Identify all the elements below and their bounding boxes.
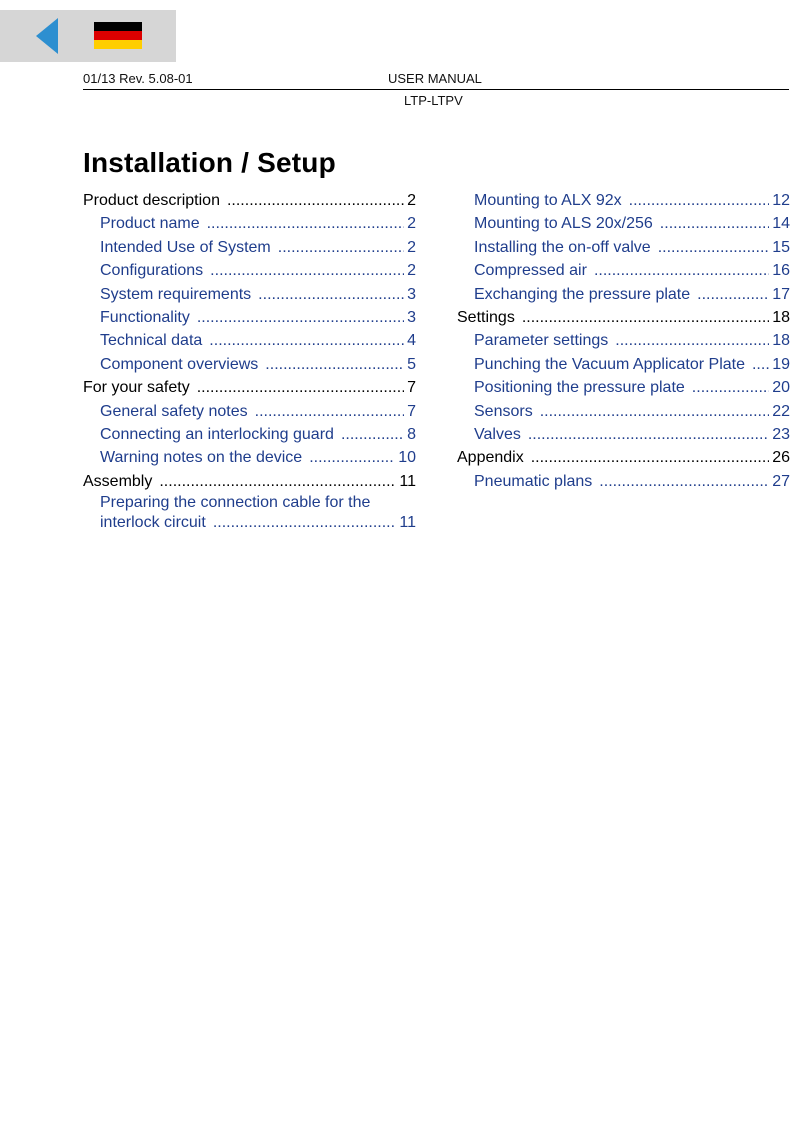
toc-entry[interactable] [457, 212, 790, 235]
toc-page-number: 11 [399, 472, 416, 490]
toc-page-number: 20 [772, 379, 790, 397]
toc-page-number: 12 [772, 192, 790, 209]
toc-page-number: 10 [398, 449, 416, 467]
flag-stripe-gold [94, 40, 142, 49]
toc-entry-label: Product name [100, 215, 200, 233]
toc-leader-dots [660, 212, 769, 235]
toc-entry[interactable] [83, 306, 416, 329]
toc-section[interactable] [457, 306, 790, 329]
toc-leader-dots [692, 376, 769, 399]
toc-entry[interactable] [457, 376, 790, 399]
toc-page-number: 15 [772, 238, 790, 256]
toc-entry-label: Valves [474, 426, 521, 444]
toc-page-number: 3 [407, 309, 416, 327]
toc-entry-label: Exchanging the pressure plate [474, 285, 691, 303]
german-flag-icon[interactable] [94, 22, 142, 49]
toc-entry-label: Installing the on-off valve [474, 238, 651, 256]
toc-entry-label: Positioning the pressure plate [474, 379, 685, 397]
toc-entry-label: General safety notes [100, 402, 248, 420]
flag-stripe-red [94, 31, 142, 40]
toc-entry[interactable] [83, 446, 416, 469]
toc-page-number: 16 [772, 262, 790, 280]
toc-page-number: 2 [407, 262, 416, 280]
toc-leader-dots [594, 259, 769, 282]
toc-leader-dots [629, 189, 770, 212]
toc-page-number: 4 [407, 332, 416, 350]
flag-stripe-black [94, 22, 142, 31]
toc-entry[interactable] [457, 283, 790, 306]
toc-entry-label: Appendix [457, 449, 524, 467]
toc-section[interactable] [83, 470, 416, 493]
toc-page-number: 26 [772, 449, 790, 467]
toc-leader-dots [309, 446, 395, 469]
toc-entry[interactable] [457, 400, 790, 423]
doc-type-label: USER MANUAL [388, 71, 482, 86]
toc-entry-label: Punching the Vacuum Applicator Plate [474, 355, 745, 373]
toc-leader-dots [207, 212, 404, 235]
toc-leader-dots [752, 353, 769, 376]
toc-section[interactable] [83, 189, 416, 212]
toc-page-number: 2 [407, 215, 416, 233]
toc-leader-dots [522, 306, 769, 329]
toc-entry-label: Compressed air [474, 262, 587, 280]
toc-left-column [83, 189, 416, 533]
toc-entry[interactable] [457, 236, 790, 259]
toc-entry-label: Assembly [83, 472, 153, 490]
toc-leader-dots [528, 423, 769, 446]
toc-entry-label: Product description [83, 192, 220, 209]
toc-page-number: 17 [772, 285, 790, 303]
toc-entry-label: Configurations [100, 262, 204, 280]
toc-page-number: 5 [407, 355, 416, 373]
toc-entry-line2 [100, 513, 416, 533]
toc-page-number: 18 [772, 309, 790, 327]
toc-leader-dots [209, 329, 404, 352]
toc-leader-dots [658, 236, 770, 259]
toc-page-number: 8 [407, 426, 416, 444]
toc-page-number: 18 [772, 332, 790, 350]
toc-page-number: 7 [407, 379, 416, 397]
toc-leader-dots [265, 353, 404, 376]
toc-page-number: 22 [772, 402, 790, 420]
toc-section[interactable] [83, 376, 416, 399]
toc-entry-label: For your safety [83, 379, 190, 397]
toc-page-number: 23 [772, 426, 790, 444]
toc-entry-label: Mounting to ALX 92x [474, 192, 622, 209]
toc-leader-dots [697, 283, 769, 306]
toc-leader-dots [258, 283, 404, 306]
toc-entry[interactable] [457, 470, 790, 493]
toc-entry-label: System requirements [100, 285, 252, 303]
toc-entry[interactable] [83, 283, 416, 306]
toc-entry-label: Settings [457, 309, 515, 327]
back-arrow-icon[interactable] [36, 18, 60, 54]
toc-leader-dots [278, 236, 404, 259]
toc-page-number: 11 [399, 514, 416, 532]
toc-entry[interactable] [457, 423, 790, 446]
toc-leader-dots [197, 306, 404, 329]
toc-page-number: 27 [772, 472, 790, 490]
toc-section[interactable] [457, 446, 790, 469]
toc-page-number: 2 [407, 192, 416, 209]
toc-entry[interactable] [83, 212, 416, 235]
toc-entry-label: Pneumatic plans [474, 472, 593, 490]
toc-page-number: 19 [772, 355, 790, 373]
toc-entry[interactable] [83, 236, 416, 259]
toc-leader-dots [213, 513, 397, 533]
toc-leader-dots [255, 400, 404, 423]
toc-right-column [457, 189, 790, 493]
toc-entry[interactable] [457, 329, 790, 352]
toc-leader-dots [615, 329, 769, 352]
toc-leader-dots [540, 400, 770, 423]
toc-entry-label: Parameter settings [474, 332, 609, 350]
toc-entry[interactable] [83, 353, 416, 376]
toc-entry[interactable] [457, 259, 790, 282]
nav-bar [0, 10, 176, 62]
product-label: LTP-LTPV [404, 93, 463, 108]
toc-entry-label: Component overviews [100, 355, 259, 373]
toc-entry-label-continued: interlock circuit [100, 514, 206, 532]
toc-leader-dots [599, 470, 769, 493]
toc-entry-label: Technical data [100, 332, 203, 350]
toc-entry[interactable] [83, 493, 416, 533]
toc-entry-label: Sensors [474, 402, 533, 420]
toc-leader-dots [341, 423, 404, 446]
toc-leader-dots [197, 376, 404, 399]
toc-entry[interactable] [457, 353, 790, 376]
toc-leader-dots [227, 189, 404, 212]
toc-leader-dots [531, 446, 769, 469]
toc-entry[interactable] [83, 329, 416, 352]
toc-leader-dots [210, 259, 404, 282]
revision-label: 01/13 Rev. 5.08-01 [83, 71, 193, 86]
toc-entry-label: Warning notes on the device [100, 449, 303, 467]
toc-entry[interactable] [83, 259, 416, 282]
toc-page-number: 7 [407, 402, 416, 420]
toc-entry-label: Preparing the connection cable for the [100, 494, 371, 512]
page-title: Installation / Setup [83, 147, 336, 178]
toc-entry-label: Intended Use of System [100, 238, 271, 256]
toc-entry-label: Connecting an interlocking guard [100, 426, 334, 444]
header-rule [83, 89, 789, 90]
toc-entry[interactable] [457, 189, 790, 212]
toc-entry[interactable] [83, 400, 416, 423]
toc-page-number: 2 [407, 238, 416, 256]
toc-page-number: 3 [407, 285, 416, 303]
toc-entry-label: Functionality [100, 309, 190, 327]
toc-entry-label: Mounting to ALS 20x/256 [474, 215, 653, 233]
toc-leader-dots [159, 470, 396, 493]
toc-entry[interactable] [83, 423, 416, 446]
toc-page-number: 14 [772, 215, 790, 233]
